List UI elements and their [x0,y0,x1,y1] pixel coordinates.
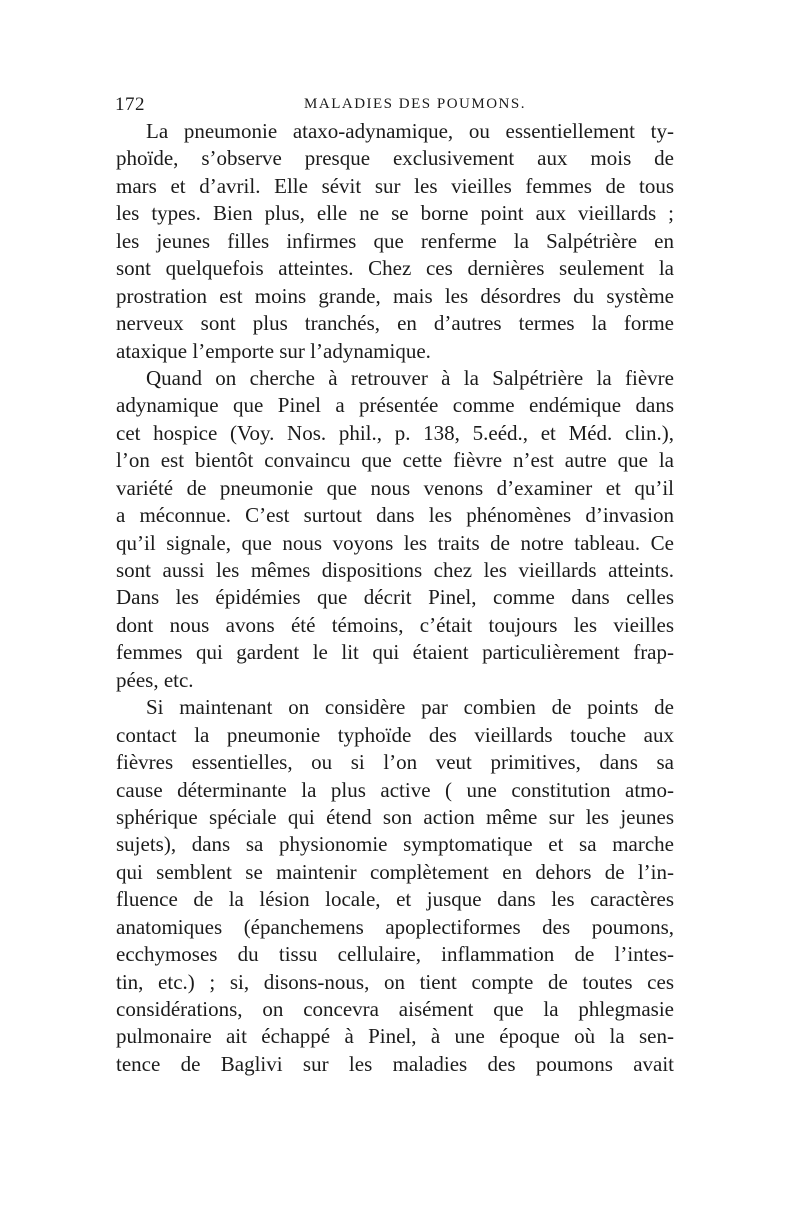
text-line: les types. Bien plus, elle ne se borne point aux vieillards ; [116,201,674,226]
text-line: sphérique spéciale qui étend son action même sur les jeunes [116,804,674,829]
text-line: prostration est moins grande, mais les désordres du système [116,283,674,308]
page-header [115,94,675,120]
text-line: Si maintenant on considère par combien de points de [146,695,674,720]
text-line: ecchymoses du tissu cellulaire, inflammation de l’intes- [116,942,674,967]
text-line: femmes qui gardent le lit qui étaient particulièrement frap- [116,640,674,665]
running-head: MALADIES DES POUMONS. [304,96,526,112]
text-line: adynamique que Pinel a présentée comme endémique dans [116,393,674,418]
text-line: a méconnue. C’est surtout dans les phénomènes d’invasion [116,503,674,528]
text-line: pulmonaire ait échappé à Pinel, à une époque où la sen- [116,1024,674,1049]
text-line: sont aussi les mêmes dispositions chez les vieillards atteints. [116,558,674,582]
text-line: qui semblent se maintenir complètement en dehors de l’in- [116,859,674,884]
text-line: sujets), dans sa physionomie symptomatique et sa marche [116,832,674,857]
text-line: Dans les épidémies que décrit Pinel, comme dans celles [116,585,674,610]
text-line: variété de pneumonie que nous venons d’examiner et qu’il [116,475,674,500]
text-line: pées, etc. [116,667,194,692]
text-line: l’on est bientôt convaincu que cette fièvre n’est autre que la [116,448,674,473]
text-line: considérations, on concevra aisément que la phlegmasie [116,997,674,1021]
text-line: ataxique l’emporte sur l’adynamique. [116,338,431,363]
text-line: La pneumonie ataxo-adynamique, ou essentiellement ty- [146,119,674,143]
text-line: cause déterminante la plus active ( une constitution atmo- [116,777,674,802]
text-line: tin, etc.) ; si, disons-nous, on tient compte de toutes ces [116,969,674,994]
text-line: sont quelquefois atteintes. Chez ces dernières seulement la [116,256,674,281]
text-line: fièvres essentielles, ou si l’on veut primitives, dans sa [116,750,674,775]
text-line: fluence de la lésion locale, et jusque dans les caractères [116,887,674,912]
body-text [116,118,674,1078]
text-line: les jeunes filles infirmes que renferme la Salpétrière en [116,228,674,253]
text-line: dont nous avons été témoins, c’était toujours les vieilles [116,612,674,637]
text-line: nerveux sont plus tranchés, en d’autres termes la forme [116,311,674,336]
text-line: phoïde, s’observe presque exclusivement aux mois de [116,146,674,171]
page-number: 172 [115,94,145,115]
text-line: cet hospice (Voy. Nos. phil., p. 138, 5.eéd., et Méd. clin.), [116,420,674,445]
text-line: contact la pneumonie typhoïde des vieillards touche aux [116,722,674,747]
text-line: Quand on cherche à retrouver à la Salpétrière la fièvre [146,365,674,390]
text-line: anatomiques (épanchemens apoplectiformes des poumons, [116,914,674,939]
text-line: qu’il signale, que nous voyons les traits de notre tableau. Ce [116,530,674,555]
text-line: tence de Baglivi sur les maladies des poumons avait [116,1051,674,1076]
text-line: mars et d’avril. Elle sévit sur les vieilles femmes de tous [116,173,674,198]
